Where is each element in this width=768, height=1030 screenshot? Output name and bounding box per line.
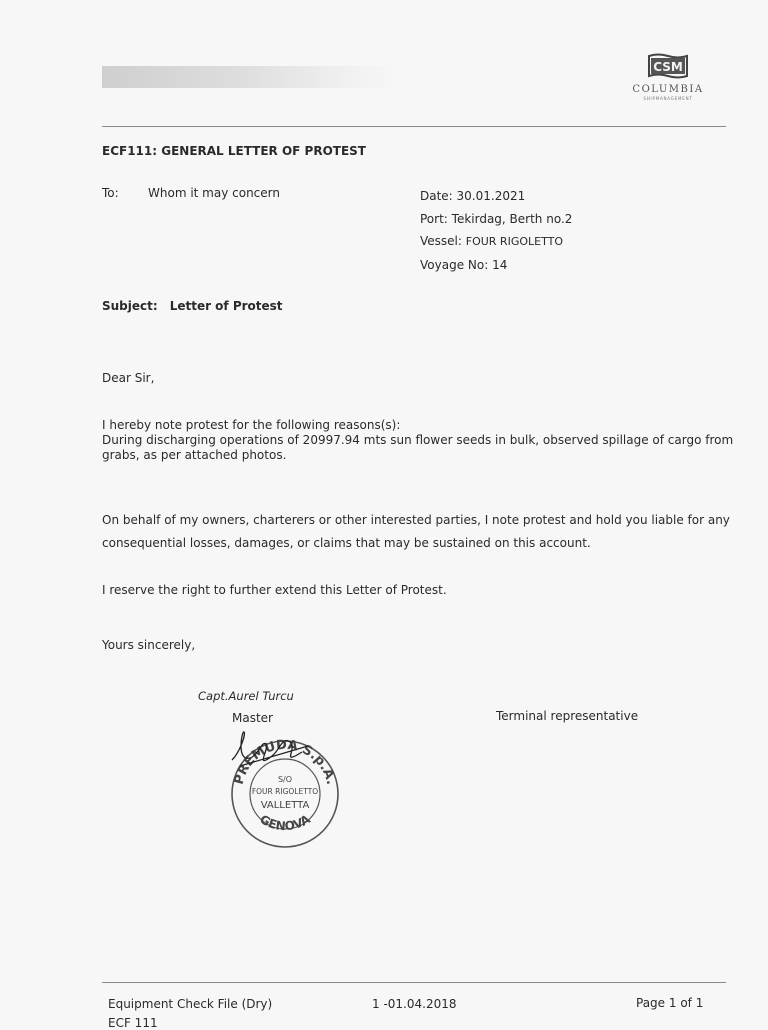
stamp-line-3: VALLETTA	[260, 800, 310, 811]
master-role: Master	[232, 711, 273, 725]
subject-line	[102, 299, 283, 313]
logo-flag-icon	[646, 52, 690, 80]
footer-divider	[102, 982, 726, 983]
header-divider	[102, 126, 726, 127]
vessel-field	[420, 230, 572, 254]
terminal-representative-label: Terminal representative	[496, 709, 639, 723]
header-grey-bar	[102, 66, 402, 88]
port-field: Port: Tekirdag, Berth no.2	[420, 211, 573, 226]
letter-meta-block	[420, 185, 572, 276]
company-logo	[618, 52, 718, 101]
logo-mark-text: CSM	[653, 60, 683, 74]
reservation-paragraph: I reserve the right to further extend this Letter of Protest.	[102, 583, 447, 597]
document-title: ECF111: GENERAL LETTER OF PROTEST	[102, 144, 366, 158]
ship-stamp	[220, 722, 350, 852]
voyage-field: Voyage No: 14	[420, 257, 508, 272]
footer-form-code: ECF 111	[108, 1016, 158, 1030]
footer-revision: 1 -01.04.2018	[372, 997, 457, 1011]
stamp-line-2: FOUR RIGOLETTO	[251, 787, 319, 796]
company-name: COLUMBIA	[632, 84, 704, 95]
vessel-label: Vessel:	[420, 234, 466, 248]
vessel-name: FOUR RIGOLETTO	[465, 235, 563, 248]
stamp-line-1: S/O	[277, 775, 293, 784]
date-field: Date: 30.01.2021	[420, 189, 526, 203]
reasons-intro: I hereby note protest for the following reasons(s):	[102, 418, 401, 432]
recipient-label: To:	[102, 186, 119, 200]
footer-file-name: Equipment Check File (Dry)	[108, 997, 273, 1011]
subject-value: Letter of Protest	[169, 299, 283, 313]
stamp-ring-text: PREMUDA S.p.A.	[231, 737, 339, 787]
salutation: Dear Sir,	[102, 371, 155, 385]
company-subtitle: SHIPMANAGEMENT	[643, 96, 693, 101]
protest-reasons	[102, 418, 742, 463]
reasons-text: During discharging operations of 20997.94 mts sun flower seeds in bulk, observed spillage of cargo from grabs, as per attached photos.	[102, 433, 734, 462]
closing: Yours sincerely,	[102, 638, 196, 652]
recipient-value: Whom it may concern	[148, 186, 280, 200]
subject-label: Subject:	[102, 299, 158, 313]
master-name: Capt.Aurel Turcu	[198, 689, 294, 703]
footer-page-number: Page 1 of 1	[636, 996, 704, 1010]
liability-paragraph: On behalf of my owners, charterers or other interested parties, I note protest and hold you liable for any consequential losses, damages, or claims that may be sustained on this account.	[102, 513, 730, 550]
stamp-bottom-text: GENOVA	[257, 812, 313, 834]
